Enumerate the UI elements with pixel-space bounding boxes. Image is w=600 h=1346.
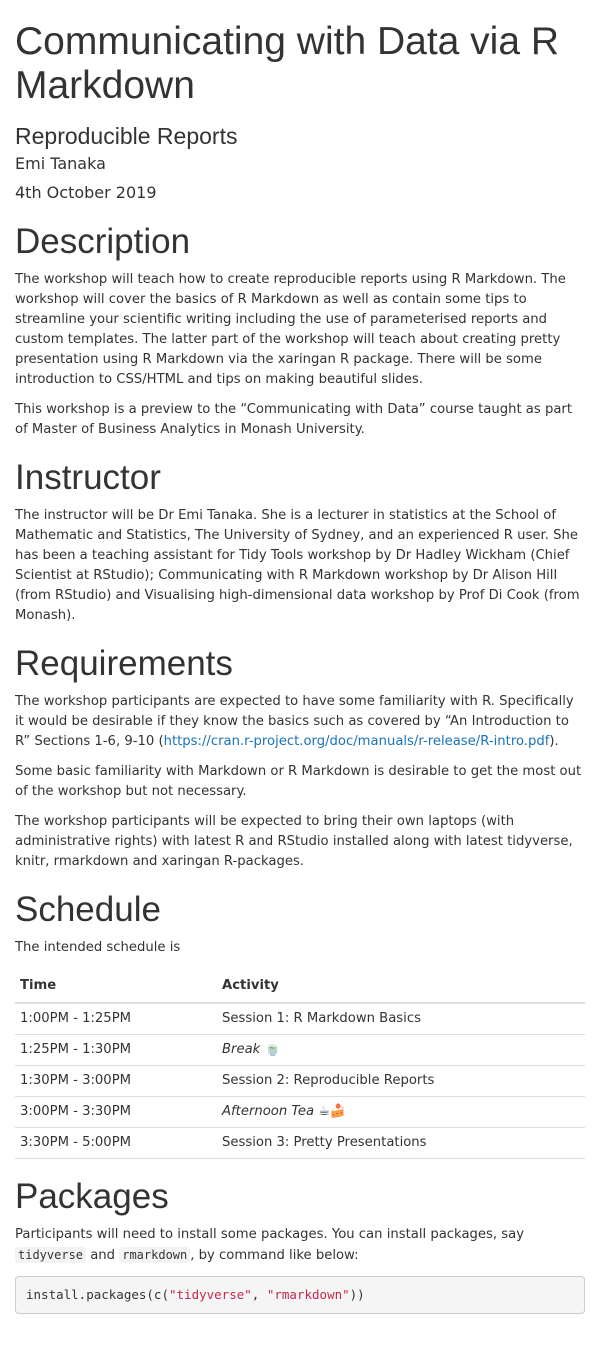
code-string-tidyverse: "tidyverse" xyxy=(169,1287,252,1302)
document xyxy=(0,20,600,1314)
description-paragraph-1: The workshop will teach how to create reproducible reports using R Markdown. The workshop will cover the basics of R Markdown as well as contain some tips to streamline your scientific writing including the use of parameterised reports and custom templates. The latter part of the workshop will teach about creating pretty presentation using R Markdown via the xaringan R package. There will be some introduction to CSS/HTML and tips on making beautiful slides. xyxy=(15,272,566,387)
tea-icon: 🍵 xyxy=(264,1042,281,1057)
code-block[interactable] xyxy=(15,1276,585,1314)
date: 4th October 2019 xyxy=(15,183,157,202)
author: Emi Tanaka xyxy=(15,154,106,173)
table-row xyxy=(15,1003,585,1035)
schedule-heading: Schedule xyxy=(15,890,161,929)
activity-cell xyxy=(217,1003,585,1035)
time-cell: 1:00PM - 1:25PM xyxy=(15,1003,217,1035)
inline-code-tidyverse: tidyverse xyxy=(15,1247,86,1263)
requirements-paragraph-2: Some basic familiarity with Markdown or R Markdown is desirable to get the most out of the workshop but not necessary. xyxy=(15,764,582,799)
column-header-activity: Activity xyxy=(217,970,585,1003)
table-row xyxy=(15,1066,585,1097)
page-subtitle: Reproducible Reports xyxy=(15,123,238,149)
activity-label: Session 2: Reproducible Reports xyxy=(222,1073,435,1088)
schedule-intro: The intended schedule is xyxy=(15,940,181,955)
description-heading: Description xyxy=(15,222,191,261)
packages-intro xyxy=(15,1225,585,1266)
coffee-cake-icon: ☕🍰 xyxy=(318,1104,347,1119)
activity-label: Break xyxy=(222,1042,261,1057)
requirements-text: The workshop participants are expected to have some familiarity with R. Specifically it would be desirable if they know the basics such as covered by “An Introduction to R” Sections 1-6, 9-10 ( xyxy=(15,694,574,749)
packages-intro-text: Participants will need to install some packages. You can install packages, say xyxy=(15,1227,525,1242)
description-paragraph-2: This workshop is a preview to the “Communicating with Data” course taught as part of Master of Business Analytics in Monash University. xyxy=(15,402,572,437)
packages-intro-end: , by command like below: xyxy=(190,1248,359,1263)
code-function: install.packages(c( xyxy=(26,1287,169,1302)
requirements-paragraph-3: The workshop participants will be expected to bring their own laptops (with administrative rights) with latest R and RStudio installed along with latest tidyverse, knitr, rmarkdown and xaringan R-packages. xyxy=(15,814,573,869)
column-header-time: Time xyxy=(15,970,217,1003)
activity-label: Afternoon Tea xyxy=(222,1104,315,1119)
table-row xyxy=(15,1097,585,1128)
code-string-rmarkdown: "rmarkdown" xyxy=(266,1287,350,1302)
table-header-row xyxy=(15,970,585,1003)
r-intro-link[interactable]: https://cran.r-project.org/doc/manuals/r-release/R-intro.pdf xyxy=(163,734,550,749)
instructor-heading: Instructor xyxy=(15,458,161,497)
requirements-text-end: ). xyxy=(549,734,559,749)
activity-label: Session 3: Pretty Presentations xyxy=(222,1135,427,1150)
activity-label: Session 1: R Markdown Basics xyxy=(222,1011,421,1026)
packages-and-text: and xyxy=(86,1248,120,1263)
table-row xyxy=(15,1035,585,1066)
code-separator: , xyxy=(251,1287,267,1302)
time-cell: 3:30PM - 5:00PM xyxy=(15,1128,217,1159)
schedule-table xyxy=(15,970,585,1159)
page-title: Communicating with Data via R Markdown xyxy=(15,20,560,107)
code-end: )) xyxy=(349,1287,365,1302)
time-cell: 1:25PM - 1:30PM xyxy=(15,1035,217,1066)
time-cell: 3:00PM - 3:30PM xyxy=(15,1097,217,1128)
activity-cell xyxy=(217,1097,585,1128)
activity-cell xyxy=(217,1035,585,1066)
activity-cell xyxy=(217,1066,585,1097)
time-cell: 1:30PM - 3:00PM xyxy=(15,1066,217,1097)
requirements-paragraph-1 xyxy=(15,692,585,752)
activity-cell xyxy=(217,1128,585,1159)
packages-heading: Packages xyxy=(15,1177,169,1216)
requirements-heading: Requirements xyxy=(15,644,233,683)
table-row xyxy=(15,1128,585,1159)
inline-code-rmarkdown: rmarkdown xyxy=(119,1247,190,1263)
instructor-paragraph: The instructor will be Dr Emi Tanaka. She is a lecturer in statistics at the School of Mathematic and Statistics, The University of Sydney, and an experienced R user. She has been a teaching assistant for Tidy Tools workshop by Dr Hadley Wickham (Chief Scientist at RStudio); Communicating with R Markdown workshop by Dr Alison Hill (from RStudio) and Visualising high-dimensional data workshop by Prof Di Cook (from Monash). xyxy=(15,508,580,623)
